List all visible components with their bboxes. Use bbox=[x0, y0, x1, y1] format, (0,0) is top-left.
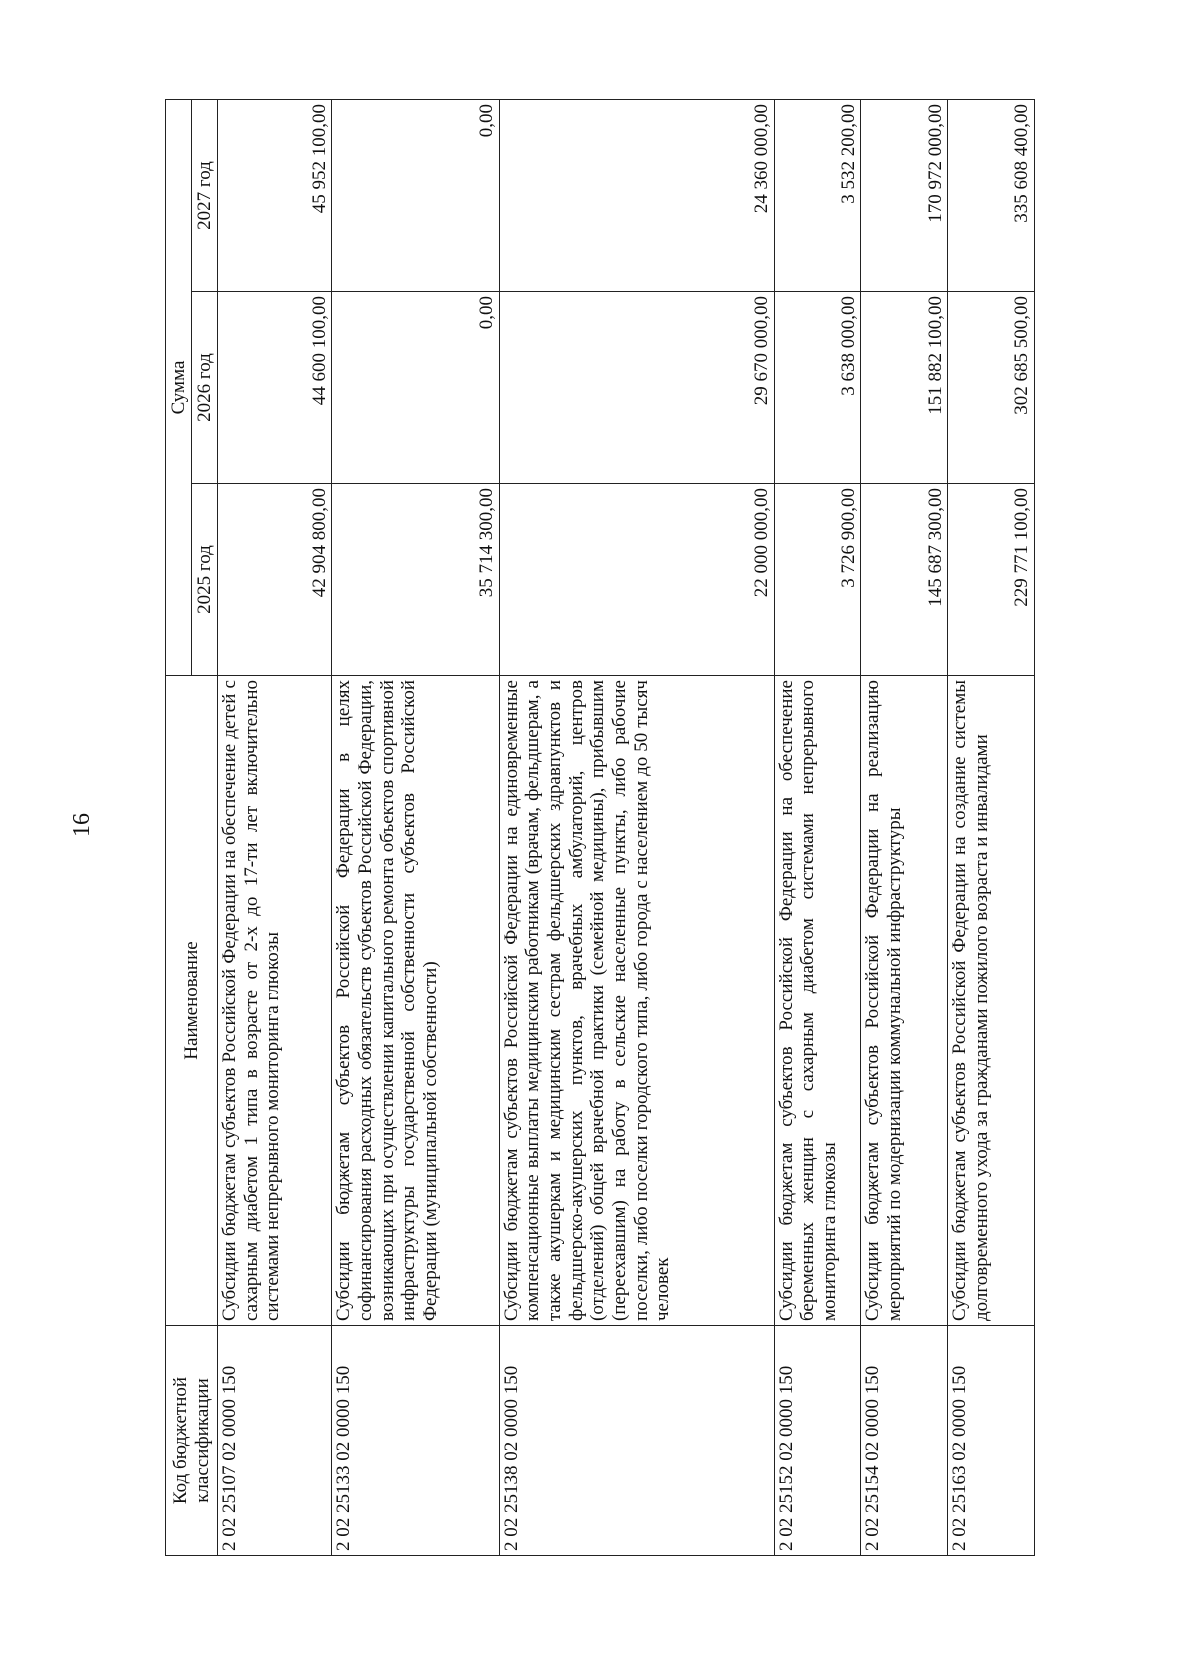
row-name: Субсидии бюджетам субъектов Российской Федерации на обеспечение беременных женщин с сахарным диабетом системами непрерывного мониторинга глюкозы bbox=[774, 676, 861, 1326]
row-amount-2025: 145 687 300,00 bbox=[861, 484, 948, 676]
row-amount-2026: 0,00 bbox=[332, 292, 499, 484]
header-sum: Сумма bbox=[166, 100, 192, 676]
page-number: 16 bbox=[69, 813, 95, 837]
row-amount-2026: 151 882 100,00 bbox=[861, 292, 948, 484]
rotated-table-wrapper bbox=[165, 100, 1035, 1556]
table-row bbox=[861, 100, 948, 1556]
row-code: 2 02 25152 02 0000 150 bbox=[774, 1326, 861, 1556]
row-amount-2025: 22 000 000,00 bbox=[499, 484, 774, 676]
header-code: Код бюджетной классификации bbox=[166, 1326, 218, 1556]
header-year-2027: 2027 год bbox=[192, 100, 218, 292]
row-amount-2027: 0,00 bbox=[332, 100, 499, 292]
row-name: Субсидии бюджетам субъектов Российской Федерации на обеспечение детей с сахарным диабетом 1 типа в возрасте от 2-х до 17-ти лет включительно системами непрерывного мониторинга глюкозы bbox=[218, 676, 332, 1326]
budget-table bbox=[165, 99, 1035, 1556]
row-amount-2026: 29 670 000,00 bbox=[499, 292, 774, 484]
row-amount-2025: 3 726 900,00 bbox=[774, 484, 861, 676]
row-name: Субсидии бюджетам субъектов Российской Федерации на реализацию мероприятий по модернизации коммунальной инфраструктуры bbox=[861, 676, 948, 1326]
header-year-2026: 2026 год bbox=[192, 292, 218, 484]
row-amount-2025: 42 904 800,00 bbox=[218, 484, 332, 676]
row-code: 2 02 25138 02 0000 150 bbox=[499, 1326, 774, 1556]
table-row bbox=[499, 100, 774, 1556]
row-code: 2 02 25133 02 0000 150 bbox=[332, 1326, 499, 1556]
row-amount-2026: 302 685 500,00 bbox=[948, 292, 1035, 484]
row-code: 2 02 25163 02 0000 150 bbox=[948, 1326, 1035, 1556]
table-row bbox=[948, 100, 1035, 1556]
row-name: Субсидии бюджетам субъектов Российской Федерации на создание системы долговременного ухода за гражданами пожилого возраста и инвалидами bbox=[948, 676, 1035, 1326]
header-name: Наименование bbox=[166, 676, 218, 1326]
row-name: Субсидии бюджетам субъектов Российской Федерации на единовременные компенсационные выплаты медицинским работникам (врачам, фельдшерам, а также акушеркам и медицинским сестрам фельдшерских здравпунктов и фельдшерско-акушерских пунктов, врачебных амбулаторий, центров (отделений) общей врачебной практики (семейной медицины), прибывшим (переехавшим) на работу в сельские населенные пункты, либо рабочие поселки, либо поселки городского типа, либо города с населением до 50 тысяч человек bbox=[499, 676, 774, 1326]
row-name: Субсидии бюджетам субъектов Российской Федерации в целях софинансирования расходных обязательств субъектов Российской Федерации, возникающих при осуществлении капитального ремонта объектов спортивной инфраструктуры государственной собственности субъектов Российской Федерации (муниципальной собственности) bbox=[332, 676, 499, 1326]
table-row bbox=[218, 100, 332, 1556]
row-code: 2 02 25107 02 0000 150 bbox=[218, 1326, 332, 1556]
row-amount-2026: 3 638 000,00 bbox=[774, 292, 861, 484]
row-amount-2027: 335 608 400,00 bbox=[948, 100, 1035, 292]
row-code: 2 02 25154 02 0000 150 bbox=[861, 1326, 948, 1556]
row-amount-2026: 44 600 100,00 bbox=[218, 292, 332, 484]
header-year-2025: 2025 год bbox=[192, 484, 218, 676]
row-amount-2027: 170 972 000,00 bbox=[861, 100, 948, 292]
row-amount-2027: 3 532 200,00 bbox=[774, 100, 861, 292]
row-amount-2027: 45 952 100,00 bbox=[218, 100, 332, 292]
row-amount-2025: 229 771 100,00 bbox=[948, 484, 1035, 676]
row-amount-2025: 35 714 300,00 bbox=[332, 484, 499, 676]
row-amount-2027: 24 360 000,00 bbox=[499, 100, 774, 292]
header-row bbox=[166, 100, 192, 1556]
table-row bbox=[774, 100, 861, 1556]
table-row bbox=[332, 100, 499, 1556]
